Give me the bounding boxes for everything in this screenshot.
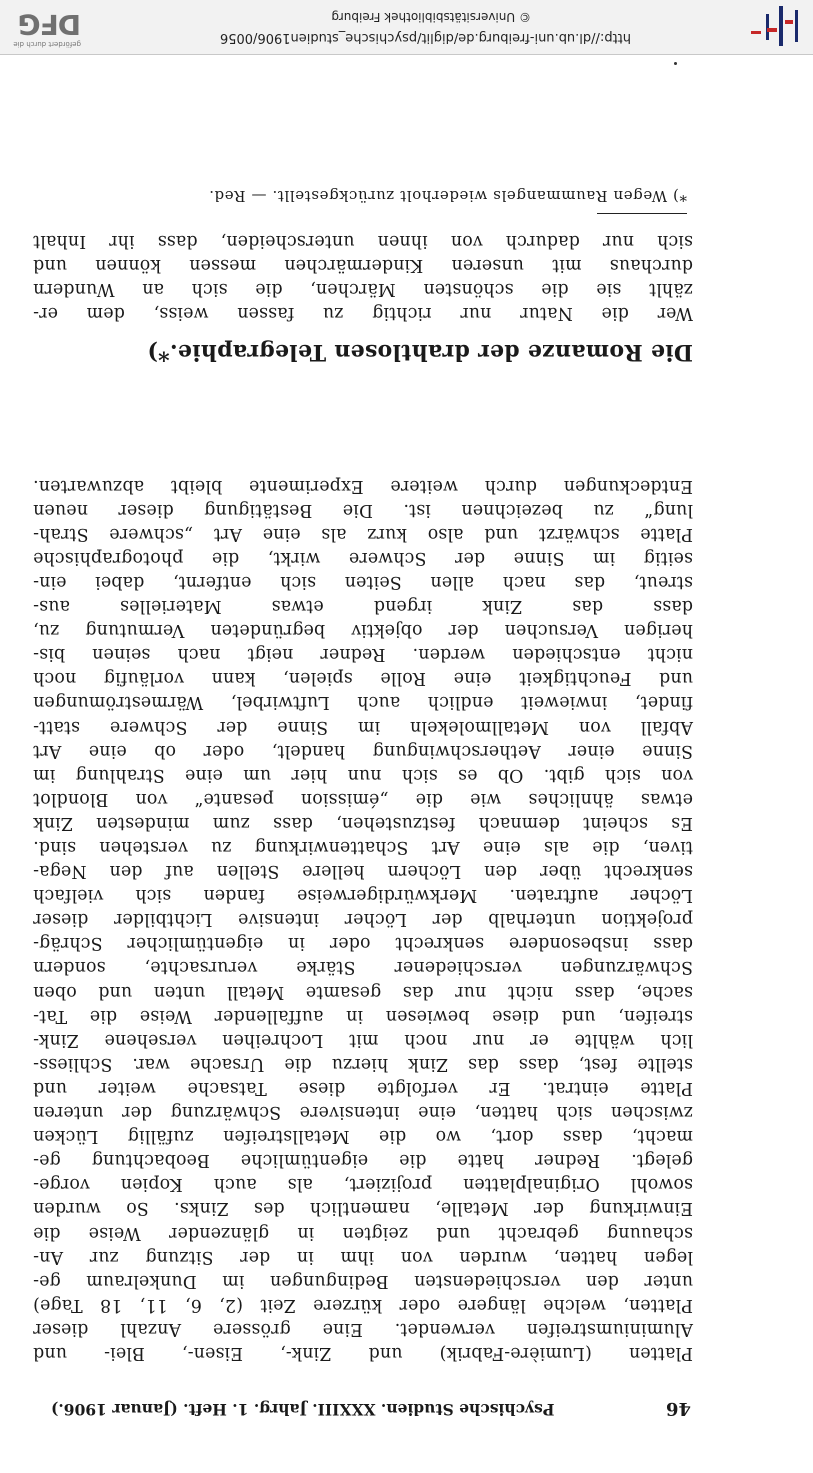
body-paragraph-2 [33, 229, 693, 325]
university-library-logo[interactable] [749, 6, 801, 46]
text-line: von sich gibt. Ob es sich nun hier um eine Strahlung im [33, 764, 693, 785]
text-line: Schwärzungen verschiedener Stärke verursachte, sondern [33, 957, 693, 978]
running-head [51, 1398, 691, 1419]
text-line: Entdeckungen durch weitere Experimente bleibt abzuwarten. [33, 475, 693, 496]
text-line: legen hatten, wurden von ihm in der Sitzung zur An- [33, 1246, 693, 1267]
text-line: seitig im Sinne der Schwere wirkt, die photographische [33, 547, 693, 568]
text-line: Platten, welche längere oder kürzere Zeit (2, 6, 11, 18 Tage) [33, 1294, 693, 1315]
text-line: Löcher auftraten. Merkwürdigerweise fanden sich vielfach [33, 885, 693, 906]
text-line: Es scheint demnach festzustehen, dass zum mindesten Zink [33, 812, 693, 833]
text-line: herigen Versuchen der objektiv begründeten Vermutung zu, [33, 620, 693, 641]
text-line: tiven, die als eine Art Schattenwirkung zu verstehen sind. [33, 837, 693, 858]
text-line: lich wählte er nur noch mit Lochreihen versehene Zink- [33, 1029, 693, 1050]
page-number: 46 [665, 1398, 691, 1419]
text-line: durchaus mit unseren Kindermärchen messen können und [33, 254, 693, 275]
journal-header: Psychische Studien. XXXIII. Jahrg. 1. Heft. (Januar 1906.) [51, 1400, 555, 1419]
text-line: projektion unterhalb der Löcher intensive Lichtbilder dieser [33, 909, 693, 930]
body-paragraph-1 [33, 474, 693, 1365]
text-line: und Feuchtigkeit eine Rolle spielen, kann vorläufig noch [33, 668, 693, 689]
footnote-divider [597, 213, 687, 214]
copyright-notice: © Universitätsbibliothek Freiburg [331, 10, 531, 24]
text-line: dass insbesondere senkrecht oder in eigentümlicher Schräg- [33, 933, 693, 954]
text-line: stellte fest, dass das Zink hierzu die Ursache war. Schliess- [33, 1053, 693, 1074]
text-line: streut, das nach allen Seiten sich entfernt, dabei ein- [33, 572, 693, 592]
text-line: Platten (Lumière-Fabrik) und Zink-, Eisen-, Blei- und [33, 1343, 693, 1363]
text-line: sich nur dadurch von ihnen unterscheiden, dass ihr Inhalt [33, 230, 693, 251]
text-line: etwas ähnliches wie die „émission pesante“ von Blondlot [33, 788, 693, 809]
scanned-page [0, 55, 813, 1473]
text-line: Wer die Natur nur richtig zu fassen weiss, dem er- [33, 303, 693, 323]
text-line: gelegt. Redner hatte die eigentümliche Beobachtung ge- [33, 1150, 693, 1171]
text-line: lung“ zu bezeichnen ist. Die Bestätigung dieser neuen [33, 499, 693, 520]
text-line: schauung gebracht und zeigten in glänzender Weise die [33, 1222, 693, 1243]
text-line: sowohl Originalplatten projiziert, als auch Kopien vorge- [33, 1174, 693, 1195]
scan-speck [674, 62, 677, 65]
text-line: Abfall von Metallmolekeln im Sinne der Schwere statt- [33, 716, 693, 737]
dfg-logo[interactable] [7, 4, 81, 48]
article-title: Die Romanze der drahtlosen Telegraphie.*) [147, 339, 693, 365]
text-line: Platte schwärzt und also kurz als eine Art „schwere Strah- [33, 523, 693, 544]
text-line: zwischen sich hatten, eine intensivere Schwärzung der unteren [33, 1102, 693, 1123]
text-line: Sinne einer Aetherschwingung handelt, oder ob eine Art [33, 740, 693, 761]
footnote: *) Wegen Raummangels wiederholt zurückgestellt. — Red. [208, 187, 687, 205]
text-line: nicht entschieden werden. Redner neigt nach seinen bis- [33, 644, 693, 665]
text-line: Einwirkung der Metalle, namentlich des Zinks. So wurden [33, 1198, 693, 1219]
viewer-footer [0, 0, 813, 55]
text-line: dass das Zink irgend etwas Materielles aus- [33, 596, 693, 617]
dfg-wordmark: DFG [18, 8, 81, 41]
text-line: unter den verschiedensten Bedingungen im Dunkelraum ge- [33, 1270, 693, 1291]
text-line: streifen, und diese bewiesen in auffallender Weise die Tat- [33, 1005, 693, 1026]
text-line: sache, dass nicht nur das gesamte Metall unten und oben [33, 981, 693, 1002]
text-line: macht, dass dort, wo die Metallstreifen zufällig Lücken [33, 1126, 693, 1147]
text-line: Platte eintrat. Er verfolgte diese Tatsache weiter und [33, 1077, 693, 1098]
text-line: senkrecht über den Löchern hellere Stellen auf den Nega- [33, 861, 693, 882]
text-line: zählt sie die schönsten Märchen, die sich an Wundern [33, 278, 693, 299]
dfg-tagline: gefördert durch die [13, 40, 81, 48]
text-line: findet, inwieweit endlich auch Luftwirbel, Wärmeströmungen [33, 692, 693, 713]
text-line: Aluminiumstreifen verwendet. Eine grössere Anzahl dieser [33, 1318, 693, 1339]
document-url[interactable]: http://dl.ub.uni-freiburg.de/diglit/psychische_studien1906/0056 [219, 30, 631, 45]
